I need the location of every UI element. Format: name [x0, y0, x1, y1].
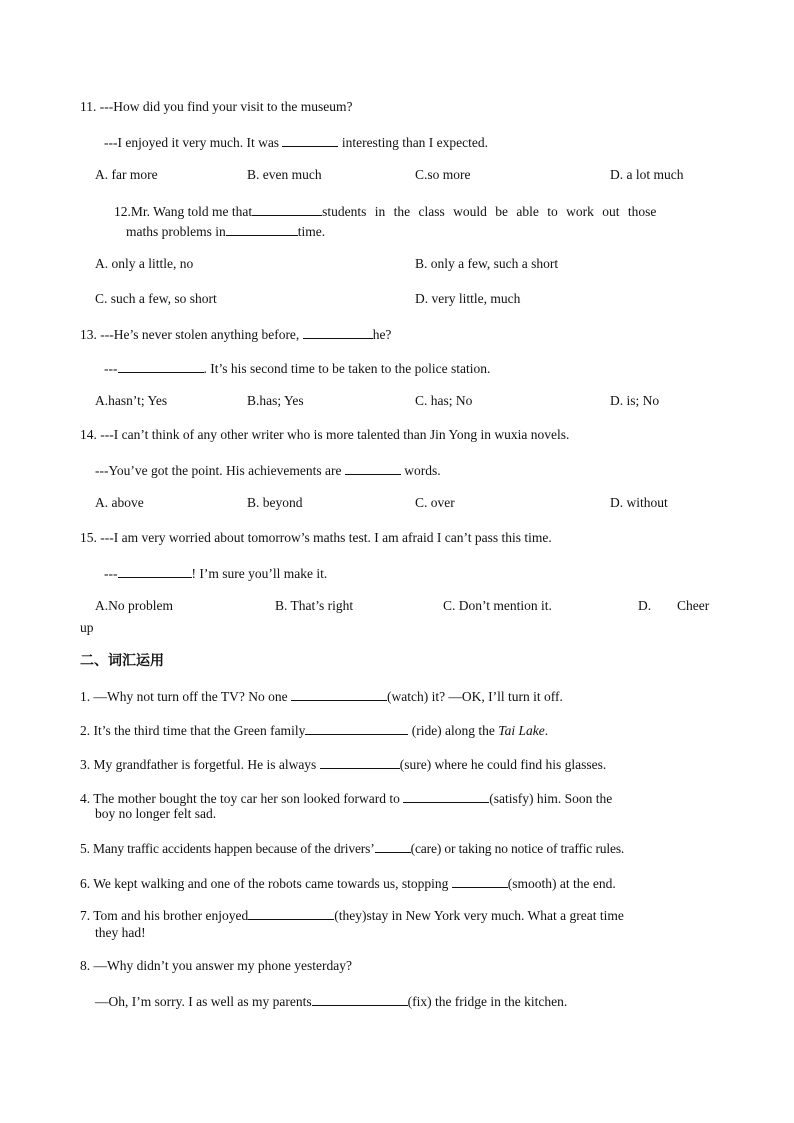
answer-blank[interactable] — [118, 563, 192, 578]
answer-blank[interactable] — [305, 720, 408, 735]
question-12-option-c: C. such a few, so short — [95, 291, 217, 306]
question-14-stem: 14. ---I can’t think of any other writer who is more talented than Jin Yong in wuxia novels. — [80, 427, 570, 442]
answer-blank[interactable] — [252, 201, 322, 216]
answer-blank[interactable] — [303, 324, 373, 339]
place-name: Tai Lake — [498, 723, 545, 738]
answer-blank[interactable] — [282, 132, 338, 147]
question-15-option-d-text-continued: up — [80, 620, 94, 635]
answer-blank[interactable] — [345, 460, 401, 475]
question-11-option-d: D. a lot much — [610, 167, 684, 182]
question-14-option-b: B. beyond — [247, 495, 303, 510]
question-11-reply-post: interesting than I expected. — [338, 135, 489, 150]
question-14-reply: ---You’ve got the point. His achievements are words. — [95, 460, 441, 480]
question-11-stem: 11. ---How did you find your visit to the museum? — [80, 99, 353, 114]
vocab-item-4-line-2: boy no longer felt sad. — [95, 806, 217, 821]
vocab-item-7-line-2: they had! — [95, 925, 146, 940]
question-13-option-b: B.has; Yes — [247, 393, 304, 408]
vocab-item-6: 6. We kept walking and one of the robots came towards us, stopping (smooth) at the end. — [80, 873, 616, 893]
question-13-option-d: D. is; No — [610, 393, 660, 408]
question-14-option-c: C. over — [415, 495, 455, 510]
question-12-option-b: B. only a few, such a short — [415, 256, 559, 271]
section-heading: 二、词汇运用 — [80, 653, 164, 669]
question-11-reply-pre: ---I enjoyed it very much. It was — [104, 135, 283, 150]
answer-blank[interactable] — [452, 873, 508, 888]
question-15-reply: --- ! I’m sure you’ll make it. — [104, 563, 327, 583]
question-15-stem: 15. ---I am very worried about tomorrow’s maths test. I am afraid I can’t pass this time. — [80, 530, 552, 545]
question-14-option-d: D. without — [610, 495, 668, 510]
answer-blank[interactable] — [226, 221, 298, 236]
question-12-pre: 12.Mr. Wang told me that students in the class would be able to work out those — [114, 201, 656, 221]
answer-blank[interactable] — [320, 754, 400, 769]
answer-blank[interactable] — [403, 788, 489, 803]
question-14-option-a: A. above — [95, 495, 144, 510]
question-11-reply — [104, 132, 488, 152]
question-13-stem: 13. ---He’s never stolen anything before, he? — [80, 324, 391, 344]
vocab-item-3: 3. My grandfather is forgetful. He is always (sure) where he could find his glasses. — [80, 754, 606, 774]
question-12-option-d: D. very little, much — [415, 291, 521, 306]
question-15-option-c: C. Don’t mention it. — [443, 598, 552, 613]
vocab-item-1: 1. —Why not turn off the TV? No one (watch) it? —OK, I’ll turn it off. — [80, 686, 563, 706]
answer-blank[interactable] — [291, 686, 387, 701]
question-12-line-2: maths problems in time. — [126, 221, 325, 241]
vocab-item-2: 2. It’s the third time that the Green family (ride) along the Tai Lake. — [80, 720, 548, 740]
answer-blank[interactable] — [312, 991, 408, 1006]
question-15-option-d-text: Cheer — [677, 598, 710, 613]
question-15-option-b: B. That’s right — [275, 598, 354, 613]
question-15-option-d: D. — [638, 598, 652, 613]
answer-blank[interactable] — [375, 838, 411, 853]
question-11-option-c: C.so more — [415, 167, 471, 182]
question-13-option-a: A.hasn’t; Yes — [95, 393, 168, 408]
vocab-item-4-line-1: 4. The mother bought the toy car her son looked forward to (satisfy) him. Soon the — [80, 788, 612, 808]
question-12-line-1 — [114, 201, 713, 221]
question-13-reply: --- . It’s his second time to be taken to the police station. — [104, 358, 490, 378]
question-15-option-a: A.No problem — [95, 598, 173, 613]
answer-blank[interactable] — [118, 358, 204, 373]
question-11-option-a: A. far more — [95, 167, 158, 182]
vocab-item-8-reply: —Oh, I’m sorry. I as well as my parents (fix) the fridge in the kitchen. — [95, 991, 567, 1011]
vocab-item-5: 5. Many traffic accidents happen because of the drivers’ (care) or taking no notice of traffic rules. — [80, 838, 624, 858]
question-12-option-a: A. only a little, no — [95, 256, 194, 271]
question-11-option-b: B. even much — [247, 167, 322, 182]
vocab-item-7-line-1: 7. Tom and his brother enjoyed (they)stay in New York very much. What a great time — [80, 905, 624, 925]
question-13-option-c: C. has; No — [415, 393, 473, 408]
answer-blank[interactable] — [248, 905, 334, 920]
vocab-item-8-stem: 8. —Why didn’t you answer my phone yesterday? — [80, 958, 352, 973]
